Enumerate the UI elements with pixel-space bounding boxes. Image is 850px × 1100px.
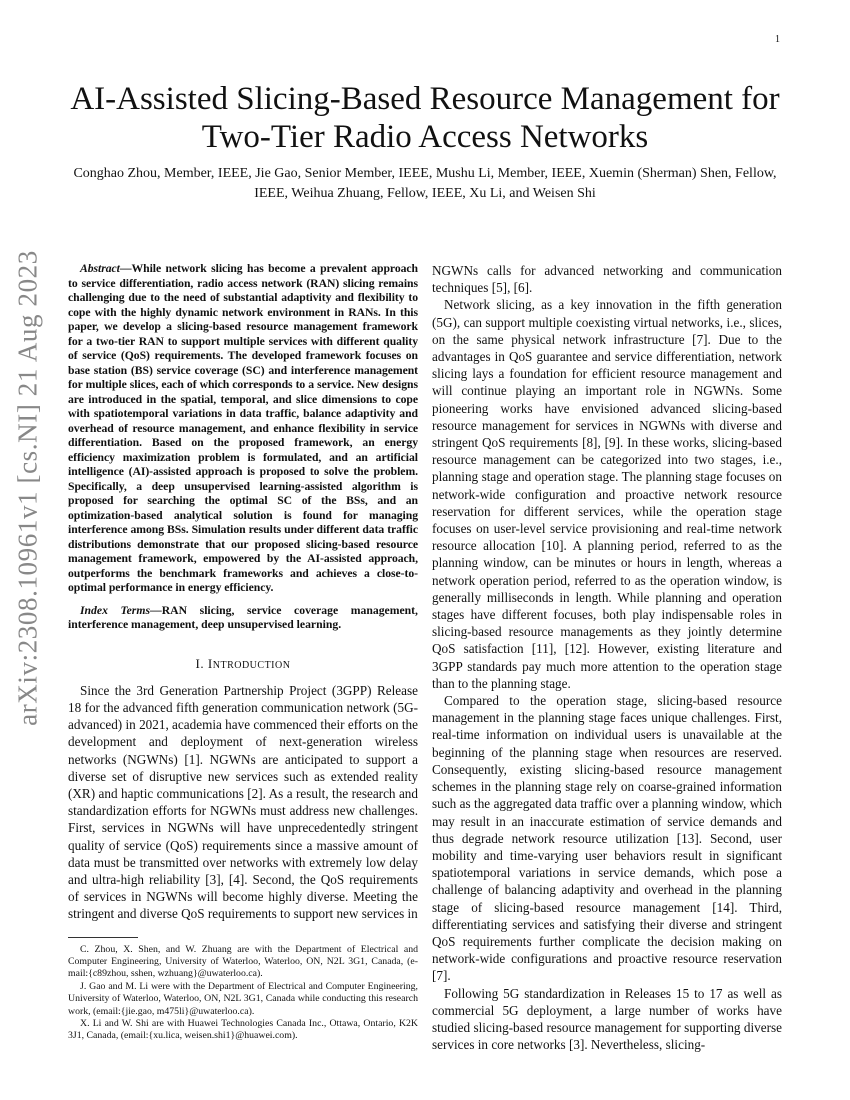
body-paragraph: Following 5G standardization in Releases 15 to 17 as well as commercial 5G deployment, a large number of works have studied slicing-based resource management for supporting diverse services in core networks [3]. Nevertheless, slicing- xyxy=(432,985,782,1053)
page-number: 1 xyxy=(775,34,780,45)
footnote-divider xyxy=(68,937,138,938)
author-list: Conghao Zhou, Member, IEEE, Jie Gao, Senior Member, IEEE, Mushu Li, Member, IEEE, Xuemin (Sherman) Shen, Fellow, IEEE, Weihua Zhuang, Fellow, IEEE, Xu Li, and Weisen Shi xyxy=(73,166,777,201)
index-terms xyxy=(68,604,418,633)
body-paragraph: Network slicing, as a key innovation in the fifth generation (5G), can support multiple coexisting virtual networks, i.e., slices, on the same physical network infrastructure [7]. Due to the advantages in QoS guarantee and service differentiation, network slicing lays a foundation for efficient resource management and will continue playing an important role in NGWNs. Some pioneering works have envisioned advanced slicing-based resource management for services in NGWNs with diverse and stringent QoS requirements [8], [9]. In these works, slicing-based resource management can be categorized into two stages, i.e., planning stage and operation stage. The planning stage focuses on network-wide configuration and proactive network resource reservation for different services, while the operation stage focuses on user-level service provisioning and real-time network resource allocation [10]. A planning period, referred to as the planning window, can be minutes or hours in length, whereas a network operation period, referred to as the operation window, is generally milliseconds in length. While planning and operation stages have different focuses, both play indispensable roles in slicing-based resource managements as they jointly determine QoS satisfaction [11], [12]. However, existing literature and 3GPP standards pay much more attention to the operation stage than to the planning stage. xyxy=(432,297,782,691)
footnote-affiliation: J. Gao and M. Li were with the Department of Electrical and Computer Engineering, University of Waterloo, Waterloo, ON, N2L 3G1, Canada while conducting this research work, (email:{jie.gao, m475li}@uwaterloo.ca). xyxy=(68,980,418,1017)
footnotes xyxy=(68,944,418,1043)
right-column xyxy=(432,262,782,1053)
footnote-affiliation: X. Li and W. Shi are with Huawei Technologies Canada Inc., Ottawa, Ontario, K2K 3J1, Canada, (email:{xu.lica, weisen.shi1}@huawei.com). xyxy=(68,1017,418,1042)
body-paragraph: Since the 3rd Generation Partnership Project (3GPP) Release 18 for the advanced fifth generation communication network (5G-advanced) in 2021, academia have commenced their efforts on the development and deployment of next-generation wireless networks (NGWNs) [1]. NGWNs are anticipated to support a diverse set of disruptive new services such as extended reality (XR) and haptic communications [2]. As a result, the research and standardization efforts for NGWNs must address new challenges. First, services in NGWNs will have unprecedentedly stringent quality of service (QoS) requirements since a massive amount of data must be transmitted over networks with extremely low delay and ultra-high reliability [3], [4]. Second, the QoS requirements of services in NGWNs will become highly diverse. Meeting the stringent and diverse QoS requirements to support new services in xyxy=(68,682,418,922)
section-number: I. xyxy=(195,655,205,671)
abstract-label: Abstract xyxy=(80,262,120,275)
abstract-text: —While network slicing has become a prevalent approach to service differentiation, radio access network (RAN) slicing remains challenging due to the need of substantial adaptivity and flexibility to cope with the highly dynamic network environment in RANs. In this paper, we develop a slicing-based resource management framework for a two-tier RAN to support multiple services with different quality of service (QoS) requirements. The developed framework focuses on base station (BS) service coverage (SC) and interference management for multiple slices, each of which corresponds to a service. New designs are introduced in the spatial, temporal, and slice dimensions to cope with spatiotemporal variations in data traffic, balance adaptivity and overhead of resource management, and enhance flexibility in service differentiation. Based on the proposed framework, an energy efficiency maximization problem is formulated, and an artificial intelligence (AI)-assisted approach is proposed to solve the problem. Specifically, a deep unsupervised learning-assisted algorithm is proposed for searching the optimal SC of the BSs, and an optimization-based analytical solution is found for managing interference among BSs. Simulation results under different data traffic distributions demonstrate that our proposed slicing-based resource management framework, empowered by the AI-assisted approach, outperforms the benchmark frameworks and achieves a close-to-optimal performance in energy efficiency. xyxy=(68,262,418,594)
index-terms-label: Index Terms xyxy=(80,603,150,617)
section-title-initial: I xyxy=(207,655,213,671)
abstract xyxy=(68,262,418,596)
section-title-rest: NTRODUCTION xyxy=(212,659,291,671)
footnote-affiliation: C. Zhou, X. Shen, and W. Zhuang are with the Department of Electrical and Computer Engineering, University of Waterloo, Waterloo, ON, N2L 3G1, Canada, (e-mail:{c89zhou, sshen, wzhuang}@uwaterloo.ca). xyxy=(68,943,418,980)
arxiv-identifier-text: arXiv:2308.10961v1 [cs.NI] 21 Aug 2023 xyxy=(12,250,43,726)
index-terms-text: —RAN slicing, service coverage management, interference management, deep unsupervised learning. xyxy=(68,603,418,631)
body-paragraph: NGWNs calls for advanced networking and communication techniques [5], [6]. xyxy=(432,263,782,296)
section-heading-introduction xyxy=(68,655,418,674)
arxiv-identifier xyxy=(2,250,54,726)
paper-title: AI-Assisted Slicing-Based Resource Management for Two-Tier Radio Access Networks xyxy=(70,81,780,155)
left-column xyxy=(68,262,418,1043)
body-paragraph: Compared to the operation stage, slicing-based resource management in the planning stage faces unique challenges. First, real-time information on individual users is unavailable at the beginning of the planning stage when resources are reserved. Consequently, existing slicing-based resource management schemes in the planning stage rely on coarse-grained information such as the aggregated data traffic over a planning window, which may result in an inaccurate estimation of service demands and thus degrade network resource utilization [13]. Second, user mobility and time-varying user behaviors result in significant spatiotemporal variations in service demands, which pose a challenge of balancing adaptivity and overhead in the planning stage of slicing-based resource management [14]. Third, differentiating services and satisfying their diverse and stringent QoS requirements further complicate the decision making on network-wide configurations and proactive resource reservation [7]. xyxy=(432,693,782,984)
